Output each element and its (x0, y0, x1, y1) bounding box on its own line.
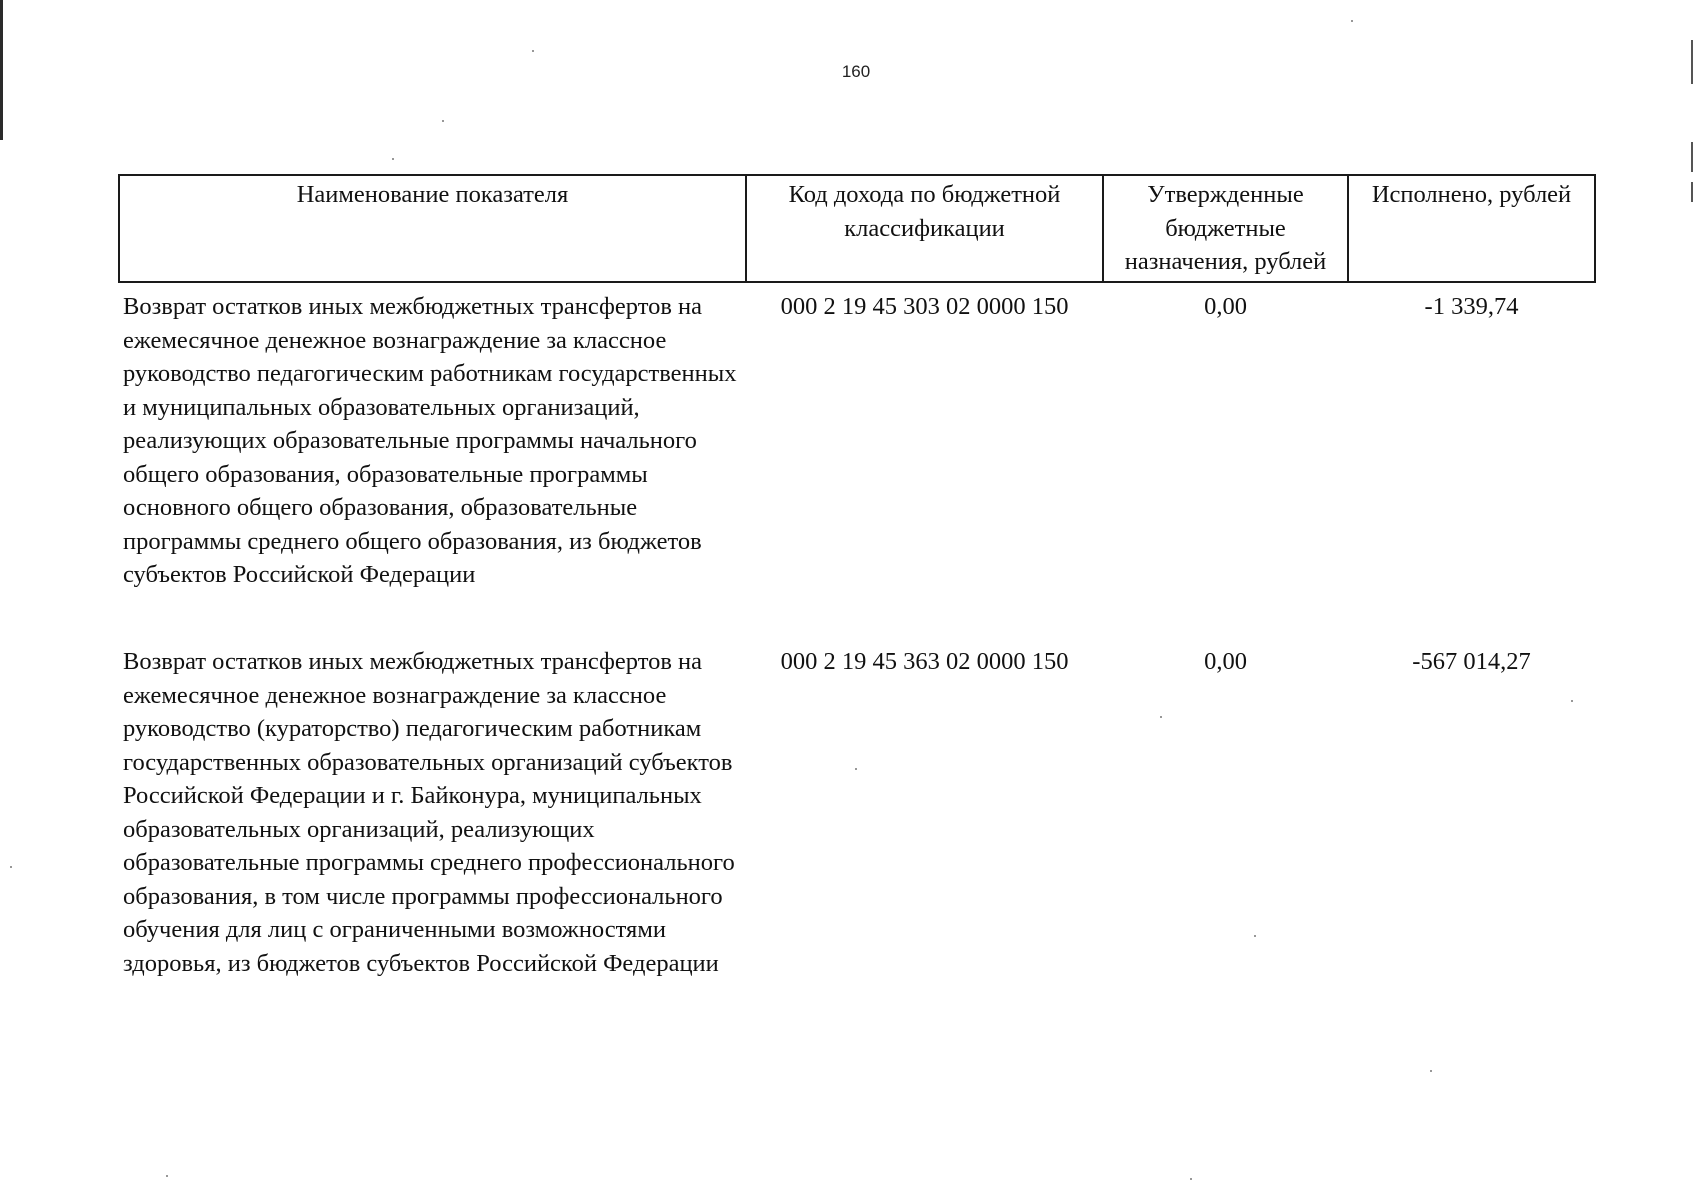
table-header-row (119, 175, 1595, 282)
header-executed-amount: Исполнено, рублей (1348, 175, 1595, 282)
scan-speck (442, 120, 444, 122)
table-row (119, 282, 1595, 639)
scan-speck (532, 50, 534, 52)
row-income-code: 000 2 19 45 363 02 0000 150 (780, 648, 1069, 675)
scan-speck (166, 1175, 168, 1177)
scan-right-mark (1691, 142, 1693, 172)
header-income-code: Код дохода по бюджетной классификации (746, 175, 1103, 282)
table-row (119, 639, 1595, 980)
row-indicator-name: Возврат остатков иных межбюджетных трансфертов на ежемесячное денежное вознаграждение за классное руководство (кураторство) педагогическим работникам государственных образовательных организаций субъектов Российской Федерации и г. Байконура, муниципальных образовательных организаций, реализующих образовательные программы среднего профессионального образования, в том числе программы профессионального обучения для лиц с ограниченными возможностями здоровья, из бюджетов субъектов Российской Федерации (123, 648, 735, 977)
scan-speck (1190, 1178, 1192, 1180)
row-indicator-name: Возврат остатков иных межбюджетных трансфертов на ежемесячное денежное вознаграждение за классное руководство педагогическим работникам государственных и муниципальных образовательных организаций, реализующих образовательные программы начального общего образования, образовательные программы основного общего образования, образовательные программы среднего общего образования, из бюджетов субъектов Российской Федерации (123, 293, 737, 588)
scan-speck (392, 158, 394, 160)
header-indicator-name: Наименование показателя (119, 175, 746, 282)
row-income-code: 000 2 19 45 303 02 0000 150 (780, 293, 1069, 320)
row-executed-amount: -1 339,74 (1424, 293, 1519, 320)
scan-speck (1351, 20, 1353, 22)
row-executed-amount: -567 014,27 (1412, 648, 1531, 675)
header-approved-amount: Утвержденные бюджетные назначения, рублей (1103, 175, 1348, 282)
budget-report-table (118, 174, 1596, 980)
scan-speck (1430, 1070, 1432, 1072)
row-approved-amount: 0,00 (1204, 648, 1247, 675)
scan-speck (10, 866, 12, 868)
row-approved-amount: 0,00 (1204, 293, 1247, 320)
scan-right-mark (1691, 182, 1693, 202)
page-number: 160 (841, 62, 871, 81)
